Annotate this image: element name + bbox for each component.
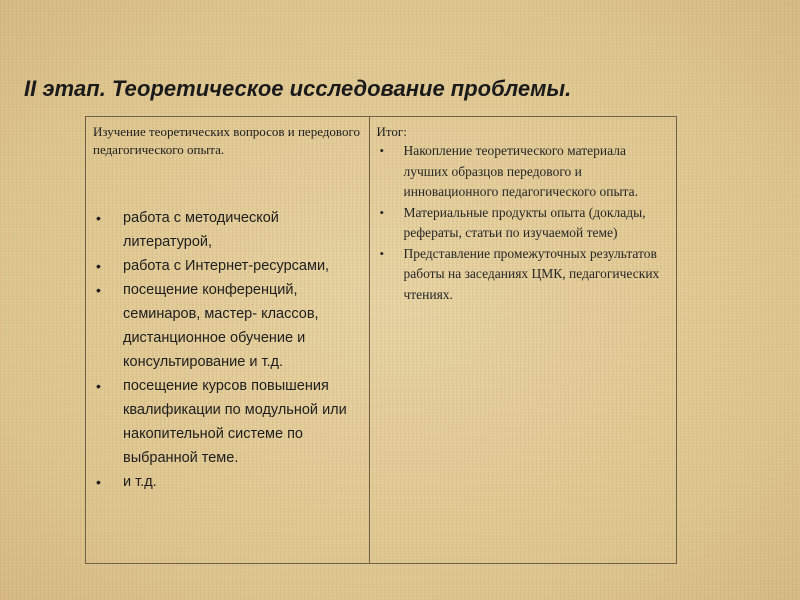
list-item [376,141,670,203]
bullet-icon: • [379,204,385,220]
list-item-text: Представление промежуточных результатов работы на заседаниях ЦМК, педагогических чтениях. [403,245,660,302]
results-cell [370,117,677,564]
list-item [93,278,369,374]
list-item [376,203,670,244]
results-heading: Итог: [376,124,407,139]
list-item-text: Накопление теоретического материала лучших образцов передового и инновационного педагогического опыта. [403,143,638,199]
list-item [93,470,369,494]
content-table [85,116,677,564]
list-item-text: работа с методической литературой, [123,210,279,250]
activities-cell [86,117,370,564]
activities-list [93,206,369,494]
table-row [86,117,677,564]
slide-title: II этап. Теоретическое исследование проблемы. [24,76,572,101]
bullet-icon: • [96,474,101,490]
activities-heading: Изучение теоретических вопросов и передового педагогического опыта. [93,124,360,157]
list-item-text: посещение конференций, семинаров, мастер- классов, дистанционное обучение и консультирование и т.д. [123,282,319,370]
list-item-text: работа с Интернет-ресурсами, [123,258,330,274]
list-item [93,206,369,254]
bullet-icon: • [379,245,385,261]
list-item [93,374,369,470]
bullet-icon: • [379,143,385,158]
list-item [93,254,369,278]
bullet-icon: • [96,258,101,274]
list-item-text: и т.д. [123,474,157,490]
bullet-icon: • [96,378,101,394]
results-list [376,141,670,305]
list-item [376,244,670,306]
bullet-icon: • [96,210,101,226]
bullet-icon: • [96,282,101,298]
list-item-text: посещение курсов повышения квалификации по модульной или накопительной системе по выбранной теме. [123,378,347,466]
list-item-text: Материальные продукты опыта (доклады, рефераты, статьи по изучаемой теме) [403,204,646,240]
